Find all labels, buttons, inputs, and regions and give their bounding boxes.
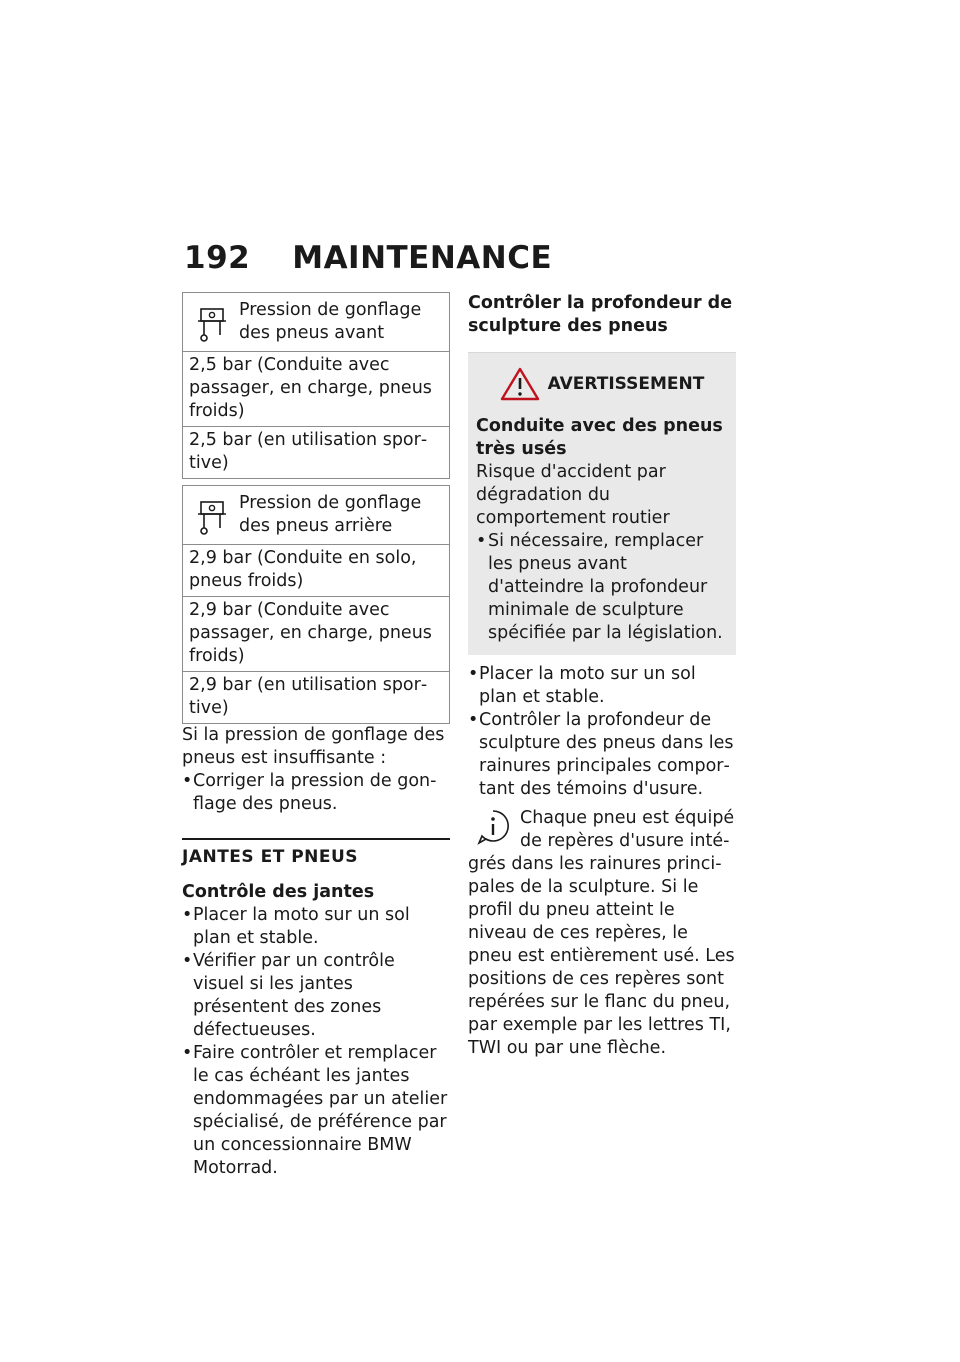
list-item: • Placer la moto sur un sol plan et stable. bbox=[468, 663, 736, 709]
rear-pressure-row: 2,9 bar (Conduite avec passager, en charge, pneus froids) bbox=[183, 596, 449, 671]
warning-text: Risque d'accident par dégradation du comportement routier bbox=[476, 462, 670, 528]
page-number: 192 bbox=[184, 240, 251, 276]
rear-pressure-header bbox=[183, 486, 449, 544]
insufficient-pressure-list bbox=[182, 770, 450, 816]
tread-depth-subtitle: Contrôler la profondeur de sculpture des pneus bbox=[468, 293, 733, 336]
warning-list bbox=[476, 530, 728, 645]
info-note bbox=[468, 807, 736, 1060]
rear-pressure-title: Pression de gonflage bbox=[239, 493, 422, 513]
list-item: • Faire contrôler et remplacer le cas échéant les jantes endommagées par un atelier spécialisé, de préférence par un concessionnaire BMW Motorrad. bbox=[182, 1042, 450, 1180]
front-pressure-row: 2,5 bar (en utilisation sportive) bbox=[183, 426, 449, 478]
right-column bbox=[468, 292, 736, 1060]
tread-depth-checklist bbox=[468, 663, 736, 801]
list-item: • Si nécessaire, remplacer les pneus avant d'atteindre la profondeur minimale de sculpture spécifiée par la législation. bbox=[476, 530, 728, 645]
tire-pressure-icon bbox=[197, 496, 227, 536]
list-item: • Contrôler la profondeur de sculpture des pneus dans les rainures principales comportant des témoins d'usure. bbox=[468, 709, 736, 801]
warning-triangle-icon bbox=[500, 367, 540, 401]
front-pressure-title: Pression de gonflage bbox=[239, 300, 422, 320]
warning-heading: Conduite avec des pneus très usés bbox=[476, 416, 723, 459]
list-item: • Placer la moto sur un sol plan et stable. bbox=[182, 904, 450, 950]
section-divider bbox=[182, 838, 450, 840]
warning-box bbox=[468, 352, 736, 655]
front-pressure-row: 2,5 bar (Conduite avec passager, en charge, pneus froids) bbox=[183, 351, 449, 426]
rear-pressure-row: 2,9 bar (en utilisation sportive) bbox=[183, 671, 449, 723]
list-item: • Vérifier par un contrôle visuel si les jantes présentent des zones défectueuses. bbox=[182, 950, 450, 1042]
front-pressure-table bbox=[182, 292, 450, 479]
insufficient-pressure-text: Si la pression de gonflage des pneus est insuffisante : bbox=[182, 725, 445, 768]
rear-pressure-table bbox=[182, 485, 450, 724]
section-title: JANTES ET PNEUS bbox=[182, 847, 359, 867]
rims-subtitle: Contrôle des jantes bbox=[182, 882, 375, 902]
info-text: Chaque pneu est équipé de repères d'usure intégrés dans les rainures principales de la sculpture. Si le profil du pneu atteint le niveau de ces repères, le pneu est entièrement usé. Les positions de ces repères sont repérées sur le flanc du pneu, par exemple par les lettres TI, TWI ou par une flèche. bbox=[468, 808, 735, 1058]
warning-label: AVERTISSEMENT bbox=[547, 373, 705, 394]
warning-header bbox=[476, 367, 728, 401]
rear-pressure-title-2: des pneus arrière bbox=[239, 516, 393, 536]
rear-pressure-row: 2,9 bar (Conduite en solo, pneus froids) bbox=[183, 544, 449, 596]
list-item: • Corriger la pression de gonflage des pneus. bbox=[182, 770, 450, 816]
front-pressure-header bbox=[183, 293, 449, 351]
page-title: MAINTENANCE bbox=[292, 240, 553, 276]
info-icon bbox=[476, 809, 510, 845]
tire-pressure-icon bbox=[197, 303, 227, 343]
page-header bbox=[184, 240, 552, 276]
left-column bbox=[182, 292, 450, 1180]
front-pressure-title-2: des pneus avant bbox=[239, 323, 385, 343]
rims-checklist bbox=[182, 904, 450, 1180]
